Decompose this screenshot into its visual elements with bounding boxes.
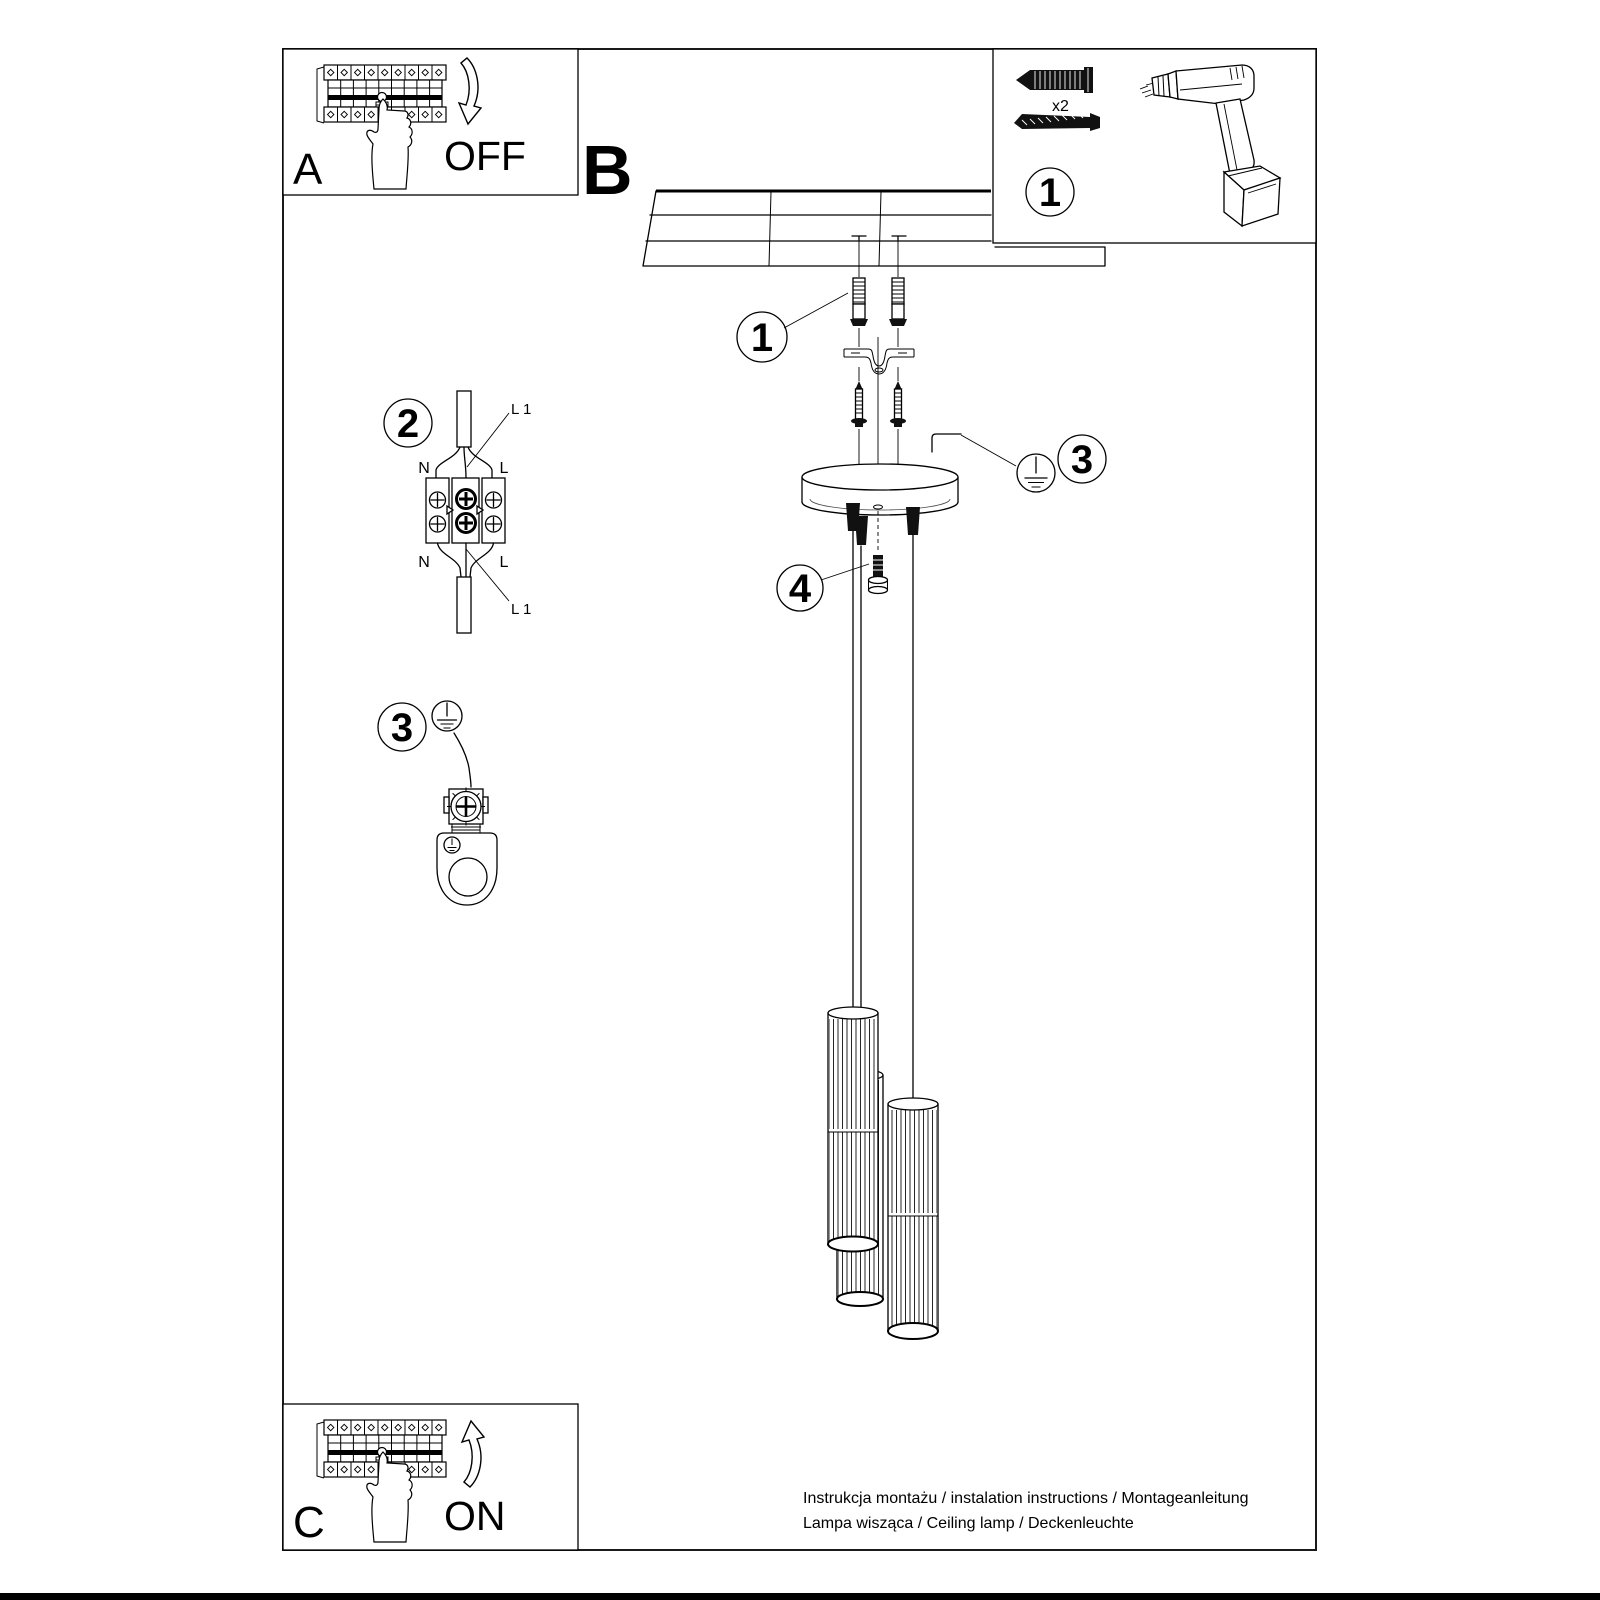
panel-a-box xyxy=(283,49,578,195)
ceiling-canopy xyxy=(802,464,958,515)
n-top-label: N xyxy=(418,460,430,477)
step4-number: 4 xyxy=(788,567,812,611)
panel-b-letter: B xyxy=(582,131,633,209)
terminal-block-icon xyxy=(426,478,505,543)
cable-sheath-top xyxy=(457,391,471,447)
wall-plug-right xyxy=(889,278,907,326)
l1-bottom-label: L 1 xyxy=(511,601,532,618)
pendant-shade-right xyxy=(888,1098,938,1339)
step1-number: 1 xyxy=(750,316,774,360)
step2-number: 2 xyxy=(396,402,420,446)
kit-quantity-label: x2 xyxy=(1052,98,1069,115)
panel-c-box xyxy=(283,1404,578,1550)
cable-sheath-bottom xyxy=(457,577,471,633)
step3-left-number: 3 xyxy=(390,706,414,750)
page-border xyxy=(283,49,1316,1550)
l-bottom-label: L xyxy=(499,554,509,571)
step3-number: 3 xyxy=(1070,438,1094,482)
footer-line1: Instrukcja montażu / instalation instructions / Montageanleitung xyxy=(803,1490,1249,1507)
panel-a-letter: A xyxy=(293,145,323,194)
off-label: OFF xyxy=(444,133,526,179)
ground-symbol-icon xyxy=(1017,454,1055,492)
pendant-shade-front-left xyxy=(828,1007,878,1252)
bottom-edge-bar xyxy=(0,1593,1600,1600)
ground-symbol-small-icon xyxy=(432,701,462,731)
earth-terminal-icon xyxy=(437,788,497,906)
ground-mark-tiny-icon xyxy=(444,837,460,853)
l1-top-label: L 1 xyxy=(511,401,532,418)
footer-line2: Lampa wisząca / Ceiling lamp / Deckenleuchte xyxy=(803,1515,1134,1532)
l-top-label: L xyxy=(499,460,509,477)
n-bottom-label: N xyxy=(418,554,430,571)
kit-box xyxy=(993,49,1316,243)
wall-plug-left xyxy=(850,278,868,326)
panel-c-letter: C xyxy=(293,1498,325,1547)
on-label: ON xyxy=(444,1493,506,1539)
step1-kit-number: 1 xyxy=(1038,171,1062,215)
